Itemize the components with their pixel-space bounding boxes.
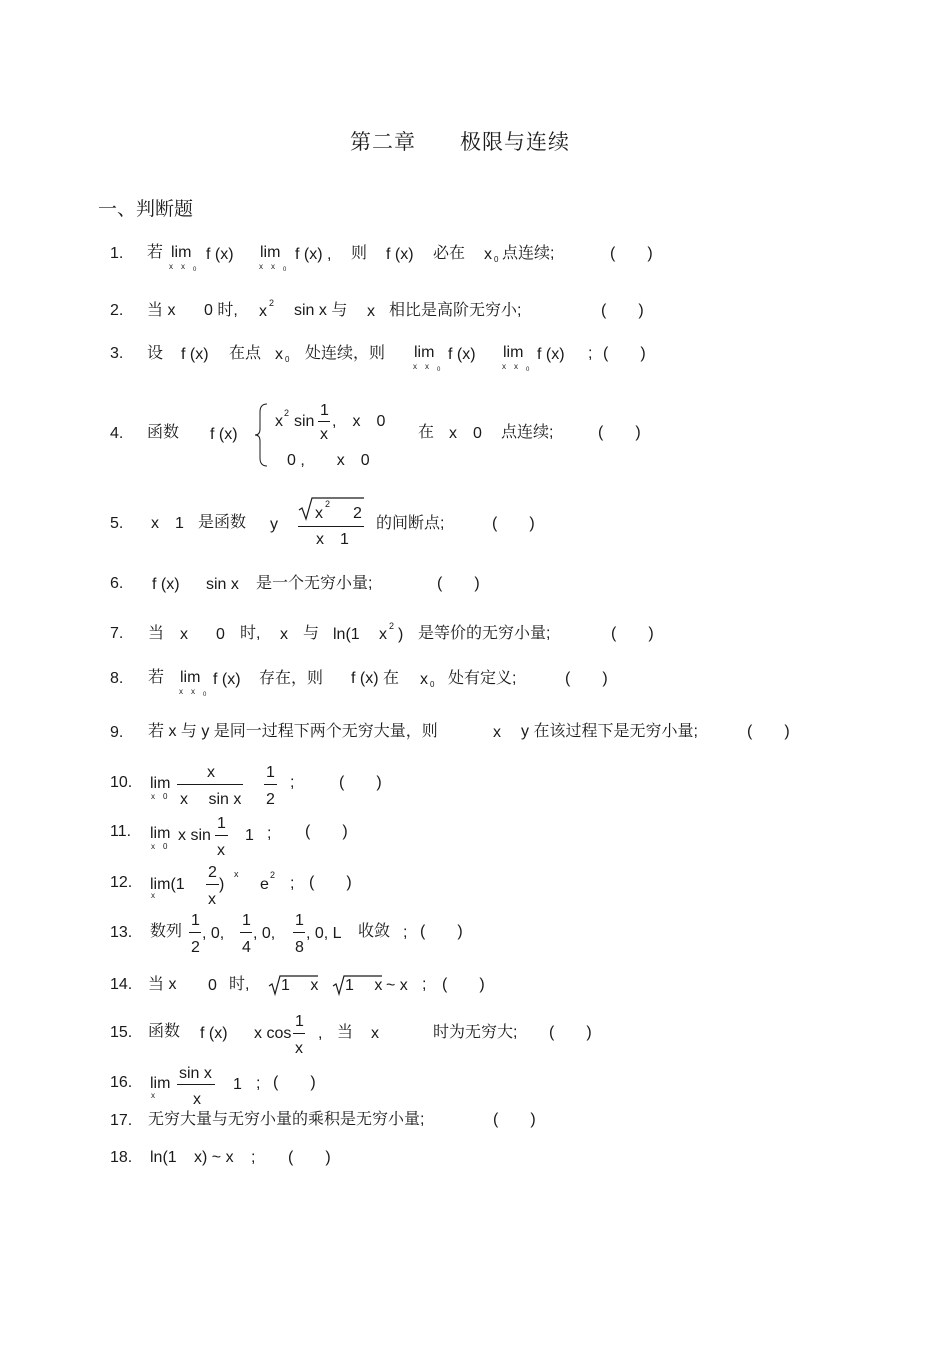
question-text: 处连续，则 — [305, 345, 386, 362]
question-number: 13. — [110, 924, 133, 941]
math-expression: 1 x — [345, 977, 383, 994]
math-subscript: 0 — [193, 267, 197, 273]
fraction-denominator: x 1 — [316, 531, 349, 548]
fraction-bar — [318, 421, 330, 422]
question-text: ; — [256, 1075, 261, 1092]
math-variable: x — [180, 626, 188, 643]
question-text: 当 x — [148, 976, 177, 993]
math-expression: x) ~ x — [194, 1149, 234, 1166]
math-expression: , 0, — [202, 925, 225, 942]
fraction-denominator: x — [295, 1040, 303, 1057]
math-number: 0 — [208, 977, 217, 994]
question-text: y 在该过程下是无穷小量; — [521, 723, 698, 740]
math-expression: f (x) — [210, 426, 238, 443]
answer-blank[interactable]: ( ) — [309, 874, 352, 891]
question-text: ; — [422, 976, 427, 993]
fraction-bar — [264, 784, 277, 785]
fraction-numerator: 1 — [295, 912, 304, 929]
math-lim: lim — [171, 244, 192, 261]
question-text: 在 — [418, 424, 435, 441]
math-expression: sin x — [206, 576, 239, 593]
fraction-numerator: 1 — [266, 764, 275, 781]
question-number: 12. — [110, 874, 133, 891]
math-expression: ln(1 — [150, 1149, 177, 1166]
math-expression: f (x) — [537, 346, 565, 363]
math-subscript: x 0 — [151, 792, 168, 801]
question-number: 16. — [110, 1074, 133, 1091]
math-variable: x — [379, 626, 387, 643]
question-text: 点连续; — [502, 245, 555, 262]
math-variable: e — [260, 876, 269, 893]
question-text: 存在，则 — [259, 670, 324, 687]
math-expression: f (x) 在 — [351, 670, 399, 687]
math-expression: x 0 — [449, 425, 482, 442]
math-expression: 1 x — [281, 977, 319, 994]
fraction-bar — [293, 932, 305, 933]
answer-blank[interactable]: ( ) — [549, 1024, 592, 1041]
answer-blank[interactable]: ( ) — [339, 774, 382, 791]
math-variable: x — [371, 1025, 379, 1042]
math-expression: ln(1 — [333, 626, 360, 643]
fraction-bar — [206, 884, 219, 885]
question-number: 8. — [110, 670, 124, 687]
math-subscript: x x — [502, 362, 518, 371]
math-subscript: 0 — [283, 267, 287, 273]
answer-blank[interactable]: ( ) — [598, 424, 641, 441]
math-expression: f (x) — [152, 576, 180, 593]
left-brace-icon — [254, 402, 270, 468]
question-text: ; — [588, 345, 593, 362]
question-text: ; — [290, 774, 295, 791]
math-variable: x — [259, 303, 267, 320]
math-expression: f (x) , — [295, 246, 332, 263]
math-subscript: 0 — [285, 355, 290, 364]
math-expression: lim(1 — [150, 876, 185, 893]
math-subscript: 0 — [437, 367, 441, 373]
math-subscript: x x — [179, 687, 195, 696]
question-text: ; — [267, 825, 272, 842]
question-text: 当 — [337, 1024, 354, 1041]
answer-blank[interactable]: ( ) — [437, 575, 480, 592]
fraction-denominator: x — [193, 1091, 201, 1108]
fraction-bar — [293, 1033, 305, 1034]
answer-blank[interactable]: ( ) — [492, 515, 535, 532]
math-expression: , — [318, 1025, 323, 1042]
question-number: 9. — [110, 724, 124, 741]
math-superscript: 2 — [325, 499, 331, 509]
question-number: 18. — [110, 1149, 133, 1166]
math-subscript: 0 — [494, 255, 499, 264]
math-subscript: x — [151, 1091, 155, 1100]
answer-blank[interactable]: ( ) — [601, 302, 644, 319]
math-variable: x — [275, 413, 283, 430]
math-subscript: 0 — [526, 367, 530, 373]
question-text: ; — [290, 875, 295, 892]
question-text: 时, — [240, 625, 261, 642]
page-title: 第二章 极限与连续 — [350, 131, 570, 154]
fraction-denominator: 2 — [191, 939, 200, 956]
question-text: 是等价的无穷小量; — [418, 625, 551, 642]
math-expression: ) — [398, 626, 404, 643]
question-number: 15. — [110, 1024, 133, 1041]
math-lim: lim — [150, 1075, 171, 1092]
question-text: 数列 — [150, 923, 183, 940]
math-expression: ) — [219, 876, 225, 893]
math-variable: x — [275, 346, 283, 363]
question-text: 若 x 与 y 是同一过程下两个无穷大量，则 — [148, 723, 438, 740]
question-text: 时, — [229, 976, 250, 993]
question-text: ; — [251, 1149, 256, 1166]
question-text: 相比是高阶无穷小; — [389, 302, 522, 319]
math-number: 1 — [233, 1076, 242, 1093]
question-number: 3. — [110, 345, 124, 362]
math-variable: x — [315, 505, 323, 522]
answer-blank[interactable]: ( ) — [273, 1074, 316, 1091]
math-subscript: 0 — [430, 680, 435, 689]
answer-blank[interactable]: ( ) — [603, 345, 646, 362]
math-number: 2 — [353, 505, 362, 522]
section-heading: 一、判断题 — [98, 199, 194, 220]
answer-blank[interactable]: ( ) — [611, 625, 654, 642]
question-text: 是函数 — [198, 514, 247, 531]
question-text: 在点 — [229, 345, 262, 362]
question-text: sin x 与 — [294, 302, 348, 319]
math-superscript: 2 — [270, 870, 276, 880]
question-text: 当 — [148, 625, 165, 642]
math-variable: y — [270, 516, 278, 533]
question-number: 10. — [110, 774, 133, 791]
math-subscript: x 0 — [151, 842, 168, 851]
answer-blank[interactable]: ( ) — [288, 1149, 331, 1166]
math-lim: lim — [150, 825, 171, 842]
answer-blank[interactable]: ( ) — [565, 670, 608, 687]
fraction-numerator: x — [207, 764, 215, 781]
fraction-denominator: 4 — [242, 939, 251, 956]
question-number: 5. — [110, 515, 124, 532]
fraction-denominator: x — [320, 426, 328, 443]
answer-blank[interactable]: ( ) — [747, 723, 790, 740]
math-expression: f (x) — [206, 246, 234, 263]
math-expression: f (x) — [213, 671, 241, 688]
question-text: ; — [403, 924, 408, 941]
fraction-numerator: 2 — [208, 864, 217, 881]
question-text: 则 — [351, 245, 368, 262]
answer-blank[interactable]: ( ) — [305, 823, 348, 840]
math-expression: 0 , x 0 — [287, 452, 370, 469]
fraction-numerator: 1 — [295, 1013, 304, 1030]
question-number: 4. — [110, 425, 124, 442]
question-number: 17. — [110, 1112, 133, 1129]
fraction-denominator: x sin x — [180, 791, 242, 808]
math-superscript: x — [234, 869, 239, 879]
math-lim: lim — [180, 669, 201, 686]
fraction-denominator: x — [208, 891, 216, 908]
question-number: 14. — [110, 976, 133, 993]
fraction-denominator: x — [217, 842, 225, 859]
math-variable: x — [420, 671, 428, 688]
math-number: 0 — [216, 626, 225, 643]
question-text: 与 — [303, 625, 320, 642]
math-expression: f (x) — [200, 1025, 228, 1042]
question-text: 时为无穷大; — [433, 1024, 518, 1041]
math-subscript: x — [151, 891, 155, 900]
fraction-bar — [189, 932, 201, 933]
math-expression: f (x) — [448, 346, 476, 363]
math-superscript: 2 — [284, 408, 290, 418]
answer-blank[interactable]: ( ) — [442, 976, 485, 993]
question-text: 点连续; — [501, 424, 554, 441]
math-expression: , 0, L — [306, 925, 342, 942]
fraction-numerator: 1 — [217, 815, 226, 832]
math-variable: x — [367, 303, 375, 320]
question-text: 的间断点; — [376, 515, 445, 532]
math-variable: x — [493, 724, 501, 741]
fraction-bar — [177, 784, 243, 785]
math-expression: x 1 — [151, 515, 184, 532]
math-number: 1 — [245, 827, 254, 844]
fraction-bar — [215, 835, 228, 836]
math-expression: f (x) — [181, 346, 209, 363]
math-subscript: 0 — [203, 692, 207, 698]
question-number: 11. — [110, 823, 132, 840]
question-text: 当 x — [147, 302, 176, 319]
fraction-bar — [240, 932, 252, 933]
question-text: 函数 — [147, 424, 180, 441]
math-lim: lim — [414, 344, 435, 361]
math-superscript: 2 — [389, 621, 395, 631]
math-lim: lim — [150, 775, 171, 792]
question-text: 0 时, — [204, 302, 238, 319]
fraction-numerator: 1 — [320, 402, 329, 419]
fraction-numerator: 1 — [242, 912, 251, 929]
question-text: 函数 — [148, 1023, 181, 1040]
math-expression: , x 0 — [332, 413, 386, 430]
question-text: 收敛 — [358, 923, 391, 940]
question-text: 无穷大量与无穷小量的乘积是无穷小量; — [148, 1111, 425, 1128]
question-text: 处有定义; — [448, 670, 517, 687]
math-expression: x cos — [254, 1025, 292, 1042]
question-number: 7. — [110, 625, 124, 642]
math-expression: ~ x — [386, 977, 408, 994]
question-text: 必在 — [433, 245, 466, 262]
question-text: 若 — [147, 244, 164, 261]
question-text: 是一个无穷小量; — [256, 575, 373, 592]
question-number: 2. — [110, 302, 124, 319]
answer-blank[interactable]: ( ) — [493, 1111, 536, 1128]
math-expression: sin — [294, 413, 315, 430]
math-superscript: 2 — [269, 298, 275, 308]
math-subscript: x x — [413, 362, 429, 371]
question-number: 1. — [110, 245, 124, 262]
math-variable: x — [484, 246, 492, 263]
answer-blank[interactable]: ( ) — [610, 245, 653, 262]
fraction-denominator: 2 — [266, 791, 275, 808]
math-subscript: x x — [169, 262, 185, 271]
question-number: 6. — [110, 575, 124, 592]
answer-blank[interactable]: ( ) — [420, 923, 463, 940]
math-lim: lim — [503, 344, 524, 361]
math-subscript: x x — [259, 262, 275, 271]
fraction-numerator: 1 — [191, 912, 200, 929]
fraction-bar — [298, 526, 364, 527]
question-text: 若 — [148, 669, 165, 686]
math-expression: f (x) — [386, 246, 414, 263]
fraction-denominator: 8 — [295, 939, 304, 956]
math-lim: lim — [260, 244, 281, 261]
fraction-bar — [177, 1084, 215, 1085]
question-text: 设 — [147, 345, 164, 362]
math-expression: x sin — [178, 827, 211, 844]
math-variable: x — [280, 626, 288, 643]
fraction-numerator: sin x — [179, 1065, 212, 1082]
math-expression: , 0, — [253, 925, 276, 942]
